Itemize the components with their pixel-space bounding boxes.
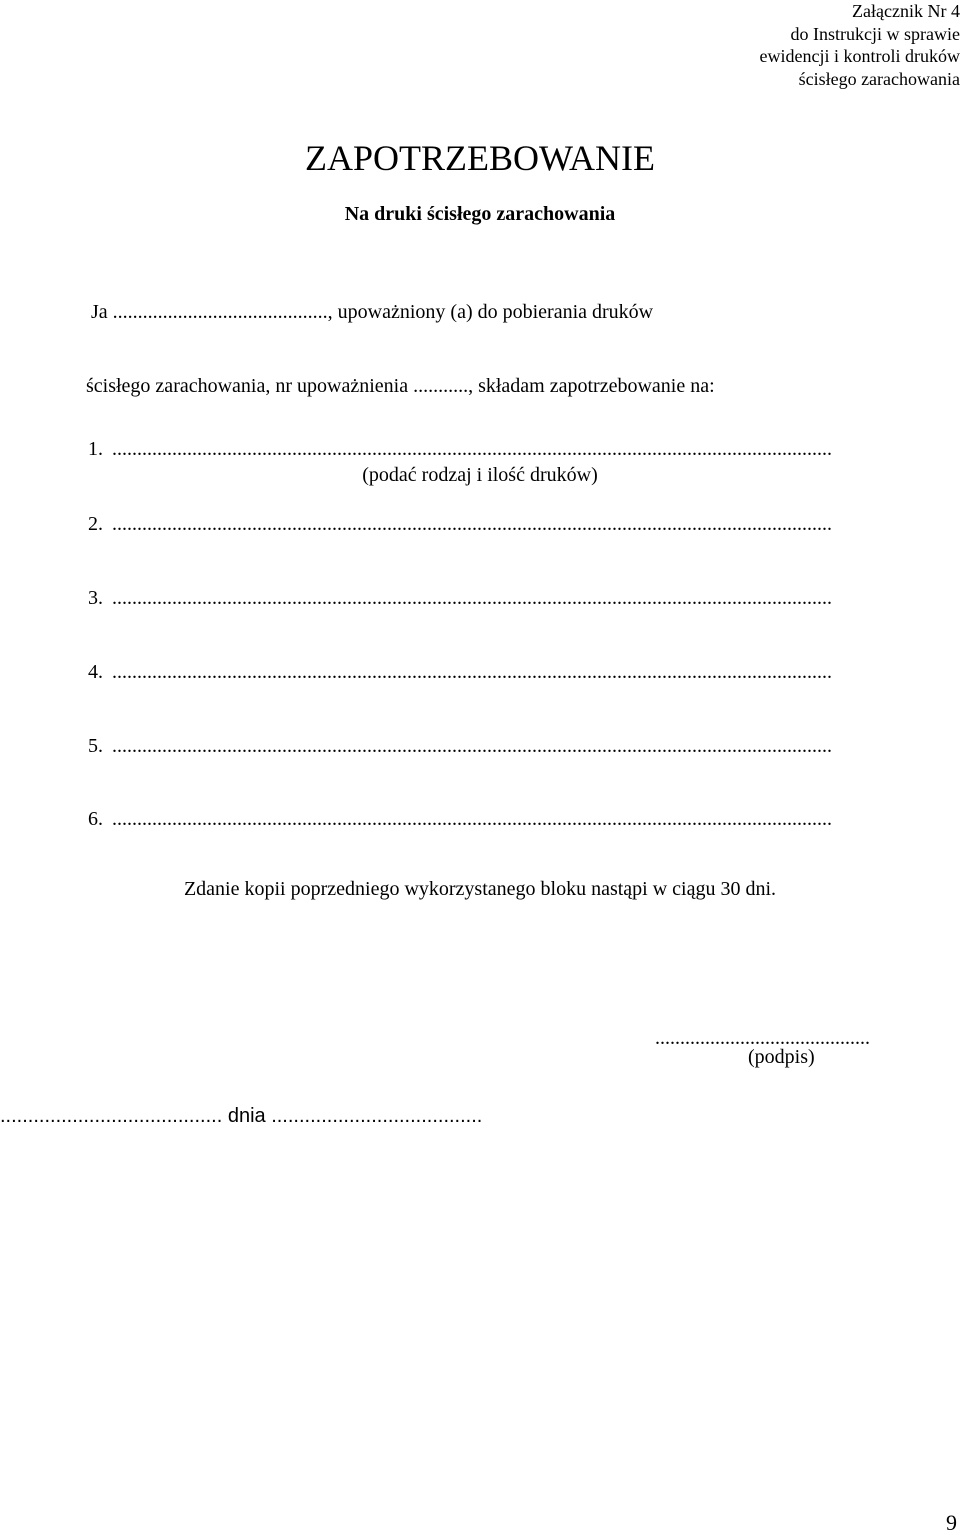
item-fill-line: ................................................................................................................................................: [112, 808, 832, 830]
request-item-2: [88, 512, 870, 536]
item-number: 2.: [88, 513, 103, 535]
item-fill-line: ................................................................................................................................................: [112, 661, 832, 683]
statement-line-1: Ja ..........................................., upoważniony (a) do pobierania druków: [91, 301, 654, 323]
item-number: 3.: [88, 587, 103, 609]
request-item-1: [88, 437, 870, 461]
attachment-scope: ścisłego zarachowania: [798, 68, 960, 89]
closing-statement: Zdanie kopii poprzedniego wykorzystanego bloku nastąpi w ciągu 30 dni.: [183, 878, 777, 900]
request-item-5: [88, 734, 870, 758]
request-item-6: [88, 807, 870, 831]
item-number: 4.: [88, 661, 103, 683]
item-hint: (podać rodzaj i ilość druków): [362, 464, 598, 486]
attachment-header: [760, 0, 960, 90]
item-number: 1.: [88, 438, 103, 460]
signature-line: ...........................................: [655, 1027, 870, 1049]
request-item-4: [88, 660, 870, 684]
request-item-3: [88, 586, 870, 610]
document-title: ZAPOTRZEBOWANIE: [305, 138, 655, 178]
place-date-line: ........................................ dnia ......................................: [0, 1105, 483, 1127]
item-number: 5.: [88, 735, 103, 757]
item-fill-line: ................................................................................................................................................: [112, 735, 832, 757]
page-number: 9: [946, 1510, 957, 1535]
item-fill-line: ................................................................................................................................................: [112, 438, 832, 460]
attachment-instruction: do Instrukcji w sprawie: [790, 23, 960, 44]
attachment-number: Załącznik Nr 4: [852, 1, 960, 21]
attachment-subject: ewidencji i kontroli druków: [759, 46, 960, 66]
statement-line-2: ścisłego zarachowania, nr upoważnienia ..........., składam zapotrzebowanie na:: [86, 375, 715, 397]
item-fill-line: ................................................................................................................................................: [112, 587, 832, 609]
item-fill-line: ................................................................................................................................................: [112, 513, 832, 535]
document-subtitle: Na druki ścisłego zarachowania: [344, 203, 616, 225]
signature-label: (podpis): [748, 1046, 815, 1068]
item-number: 6.: [88, 808, 103, 830]
